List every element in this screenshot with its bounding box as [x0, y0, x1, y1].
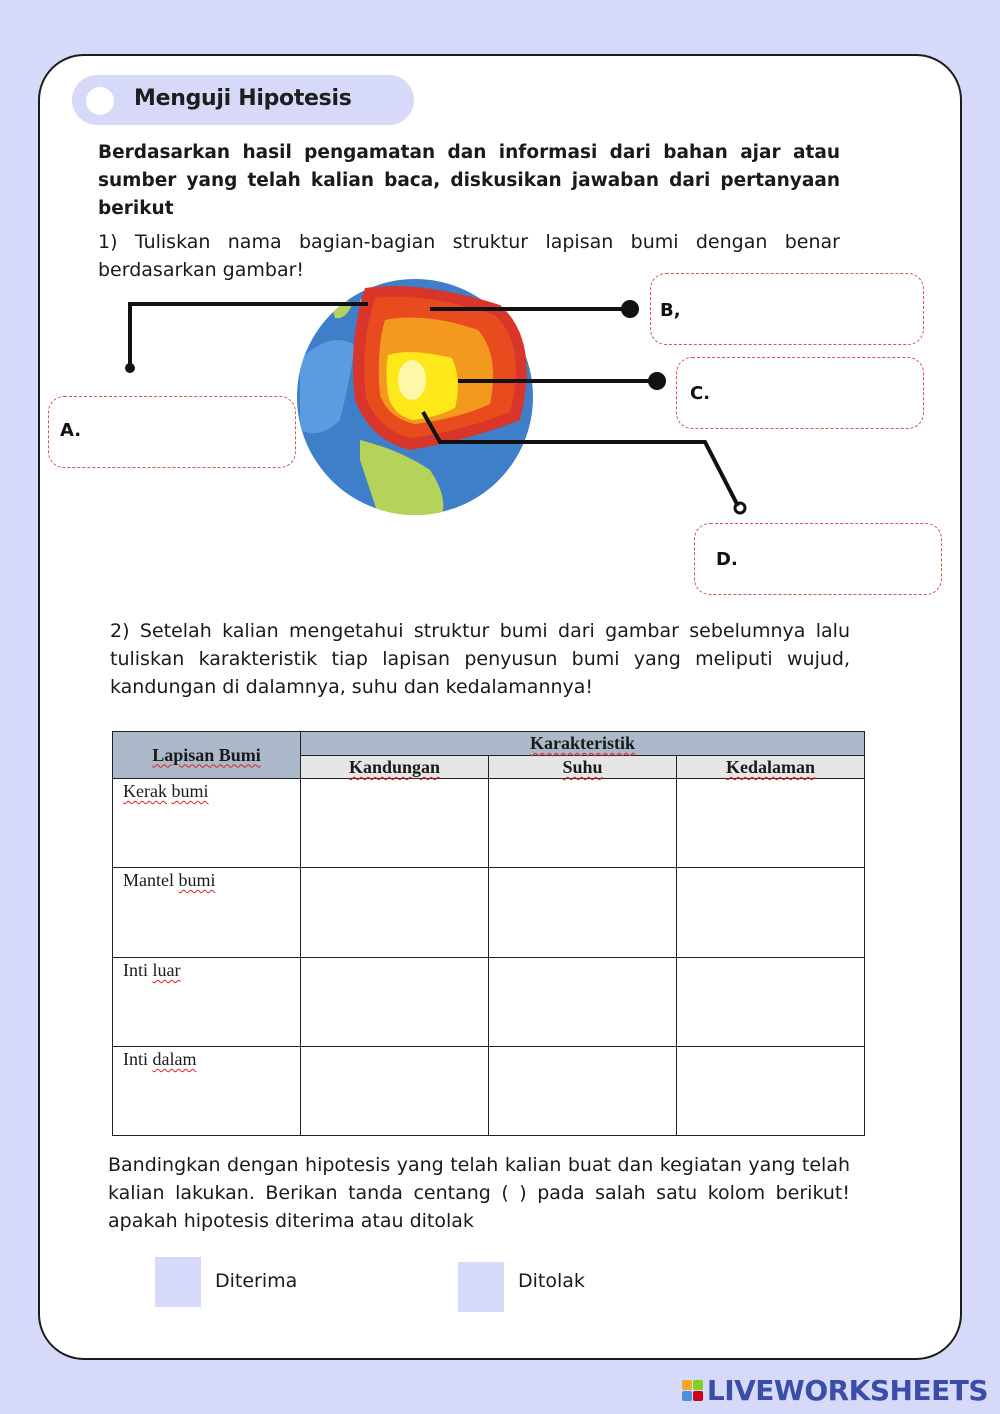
- table-row: [113, 958, 865, 1047]
- label-c: C.: [690, 383, 711, 404]
- cell-inti-dalam-kedalaman[interactable]: [677, 1047, 865, 1136]
- label-d: D.: [716, 549, 738, 570]
- answer-box-c[interactable]: [676, 357, 924, 429]
- cell-inti-dalam-suhu[interactable]: [489, 1047, 677, 1136]
- row-label-kerak-bumi: Kerak bumi: [113, 779, 301, 868]
- connector-dot-c: [648, 372, 666, 390]
- connector-dot-d: [735, 503, 745, 513]
- row-label-inti-luar: Inti luar: [113, 958, 301, 1047]
- table-row: [113, 1047, 865, 1136]
- instruction-text: Berdasarkan hasil pengamatan dan informasi dari bahan ajar atau sumber yang telah kalian baca, diskusikan jawaban dari pertanyaan berikut: [98, 142, 840, 219]
- cell-mantel-suhu[interactable]: [489, 868, 677, 958]
- header-kedalaman: Kedalaman: [677, 756, 865, 779]
- connector-dot-b: [621, 300, 639, 318]
- header-suhu: Suhu: [489, 756, 677, 779]
- answer-box-a[interactable]: [48, 396, 296, 468]
- cell-inti-dalam-kandungan[interactable]: [301, 1047, 489, 1136]
- cell-inti-luar-suhu[interactable]: [489, 958, 677, 1047]
- globe-icon: [297, 279, 533, 520]
- header-layer: Lapisan Bumi: [113, 732, 301, 779]
- label-diterima: Diterima: [215, 1270, 298, 1292]
- characteristics-table: [112, 731, 865, 1136]
- cell-kerak-kedalaman[interactable]: [677, 779, 865, 868]
- page-title: Menguji Hipotesis: [134, 86, 352, 111]
- table-row: [113, 779, 865, 868]
- question-1: 1) Tuliskan nama bagian-bagian struktur lapisan bumi dengan benar berdasarkan gambar!: [98, 231, 840, 281]
- answer-box-b[interactable]: [650, 273, 924, 345]
- cell-mantel-kandungan[interactable]: [301, 868, 489, 958]
- table-row: [113, 868, 865, 958]
- header-group: Karakteristik: [301, 732, 865, 756]
- label-a: A.: [60, 420, 82, 441]
- cell-kerak-kandungan[interactable]: [301, 779, 489, 868]
- connector-dot-a: [125, 363, 135, 373]
- checkbox-diterima[interactable]: [155, 1257, 201, 1307]
- question-2: 2) Setelah kalian mengetahui struktur bumi dari gambar sebelumnya lalu tuliskan karakteristik tiap lapisan penyusun bumi yang meliputi wujud, kandungan di dalamnya, suhu dan kedalamannya!: [110, 620, 850, 698]
- liveworksheets-logo: LIVEWORKSHEETS: [682, 1374, 988, 1407]
- label-b: B,: [660, 300, 681, 321]
- cell-inti-luar-kedalaman[interactable]: [677, 958, 865, 1047]
- comparison-instruction: Bandingkan dengan hipotesis yang telah kalian buat dan kegiatan yang telah kalian lakukan. Berikan tanda centang ( ) pada salah satu kolom berikut! apakah hipotesis diterima atau ditolak: [108, 1154, 850, 1232]
- row-label-mantel-bumi: Mantel bumi: [113, 868, 301, 958]
- label-ditolak: Ditolak: [518, 1270, 585, 1292]
- checkbox-ditolak[interactable]: [458, 1262, 504, 1312]
- liveworksheets-icon: [682, 1380, 703, 1401]
- row-label-inti-dalam: Inti dalam: [113, 1047, 301, 1136]
- header-kandungan: Kandungan: [301, 756, 489, 779]
- cell-mantel-kedalaman[interactable]: [677, 868, 865, 958]
- cell-kerak-suhu[interactable]: [489, 779, 677, 868]
- cell-inti-luar-kandungan[interactable]: [301, 958, 489, 1047]
